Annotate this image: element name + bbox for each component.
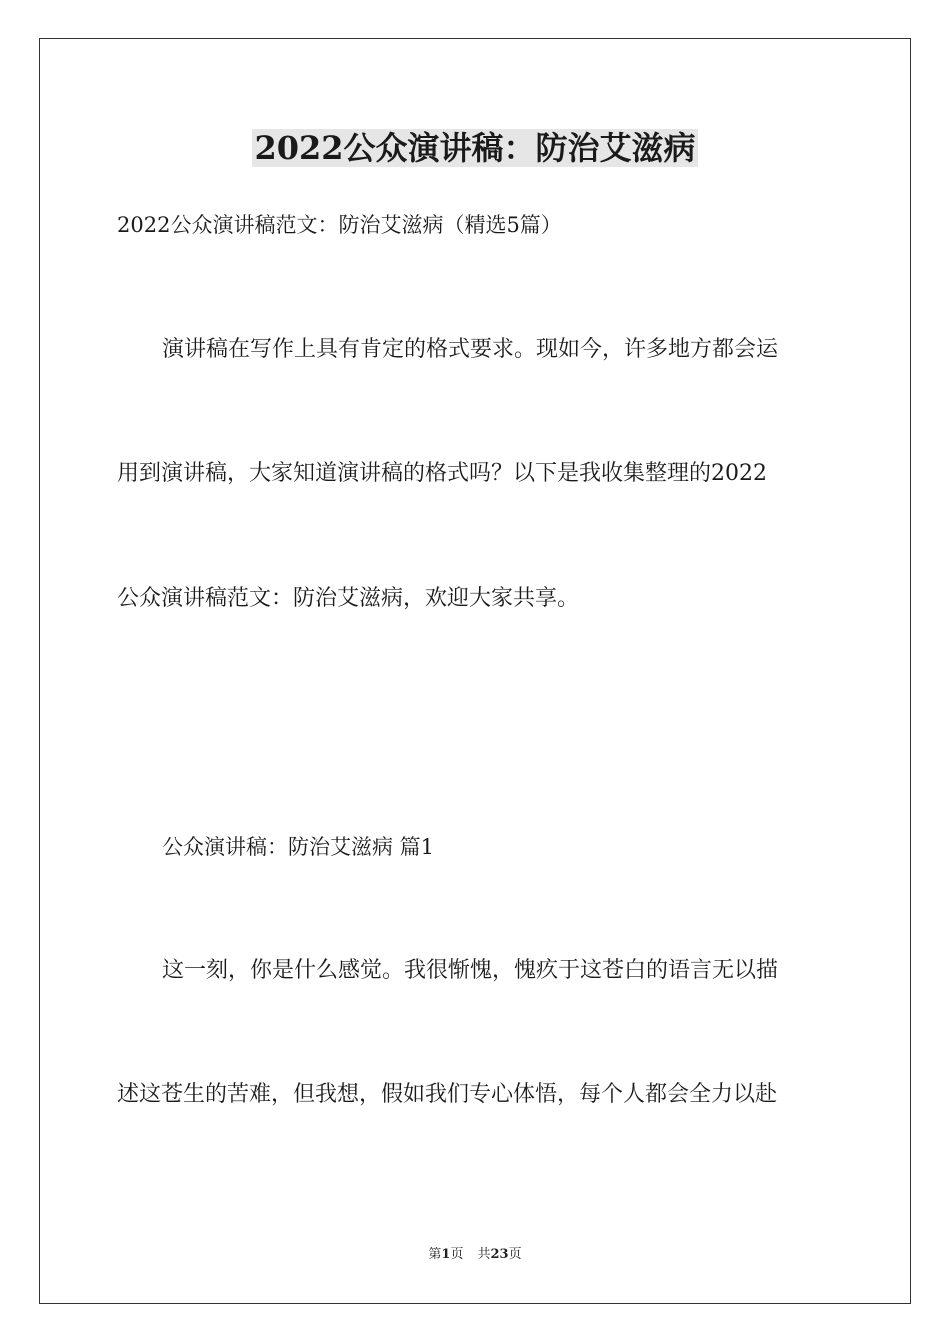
section-heading: 公众演讲稿：防治艾滋病 篇1	[162, 835, 435, 859]
intro-paragraph-line-3: 公众演讲稿范文：防治艾滋病，欢迎大家共享。	[117, 586, 580, 611]
footer-page-prefix: 第	[428, 1247, 442, 1262]
body-paragraph-line-2: 述这苍生的苦难，但我想，假如我们专心体悟，每个人都会全力以赴	[117, 1082, 778, 1107]
document-title	[0, 128, 950, 168]
intro-paragraph-line-1: 演讲稿在写作上具有肯定的格式要求。现如今，许多地方都会运	[162, 337, 779, 362]
footer-page-suffix: 页	[450, 1247, 464, 1262]
body-paragraph-line-1: 这一刻，你是什么感觉。我很惭愧，愧疚于这苍白的语言无以描	[162, 958, 779, 983]
document-subtitle: 2022公众演讲稿范文：防治艾滋病（精选5篇）	[117, 213, 562, 237]
footer-page-number: 1	[441, 1247, 451, 1262]
page-footer	[0, 1246, 950, 1264]
footer-total-pages: 23	[490, 1247, 509, 1262]
intro-paragraph-line-2: 用到演讲稿，大家知道演讲稿的格式吗？以下是我收集整理的2022	[117, 461, 767, 486]
footer-total-prefix: 共	[477, 1247, 491, 1262]
footer-total-suffix: 页	[508, 1247, 522, 1262]
document-title-text: 2022公众演讲稿：防治艾滋病	[254, 129, 696, 167]
